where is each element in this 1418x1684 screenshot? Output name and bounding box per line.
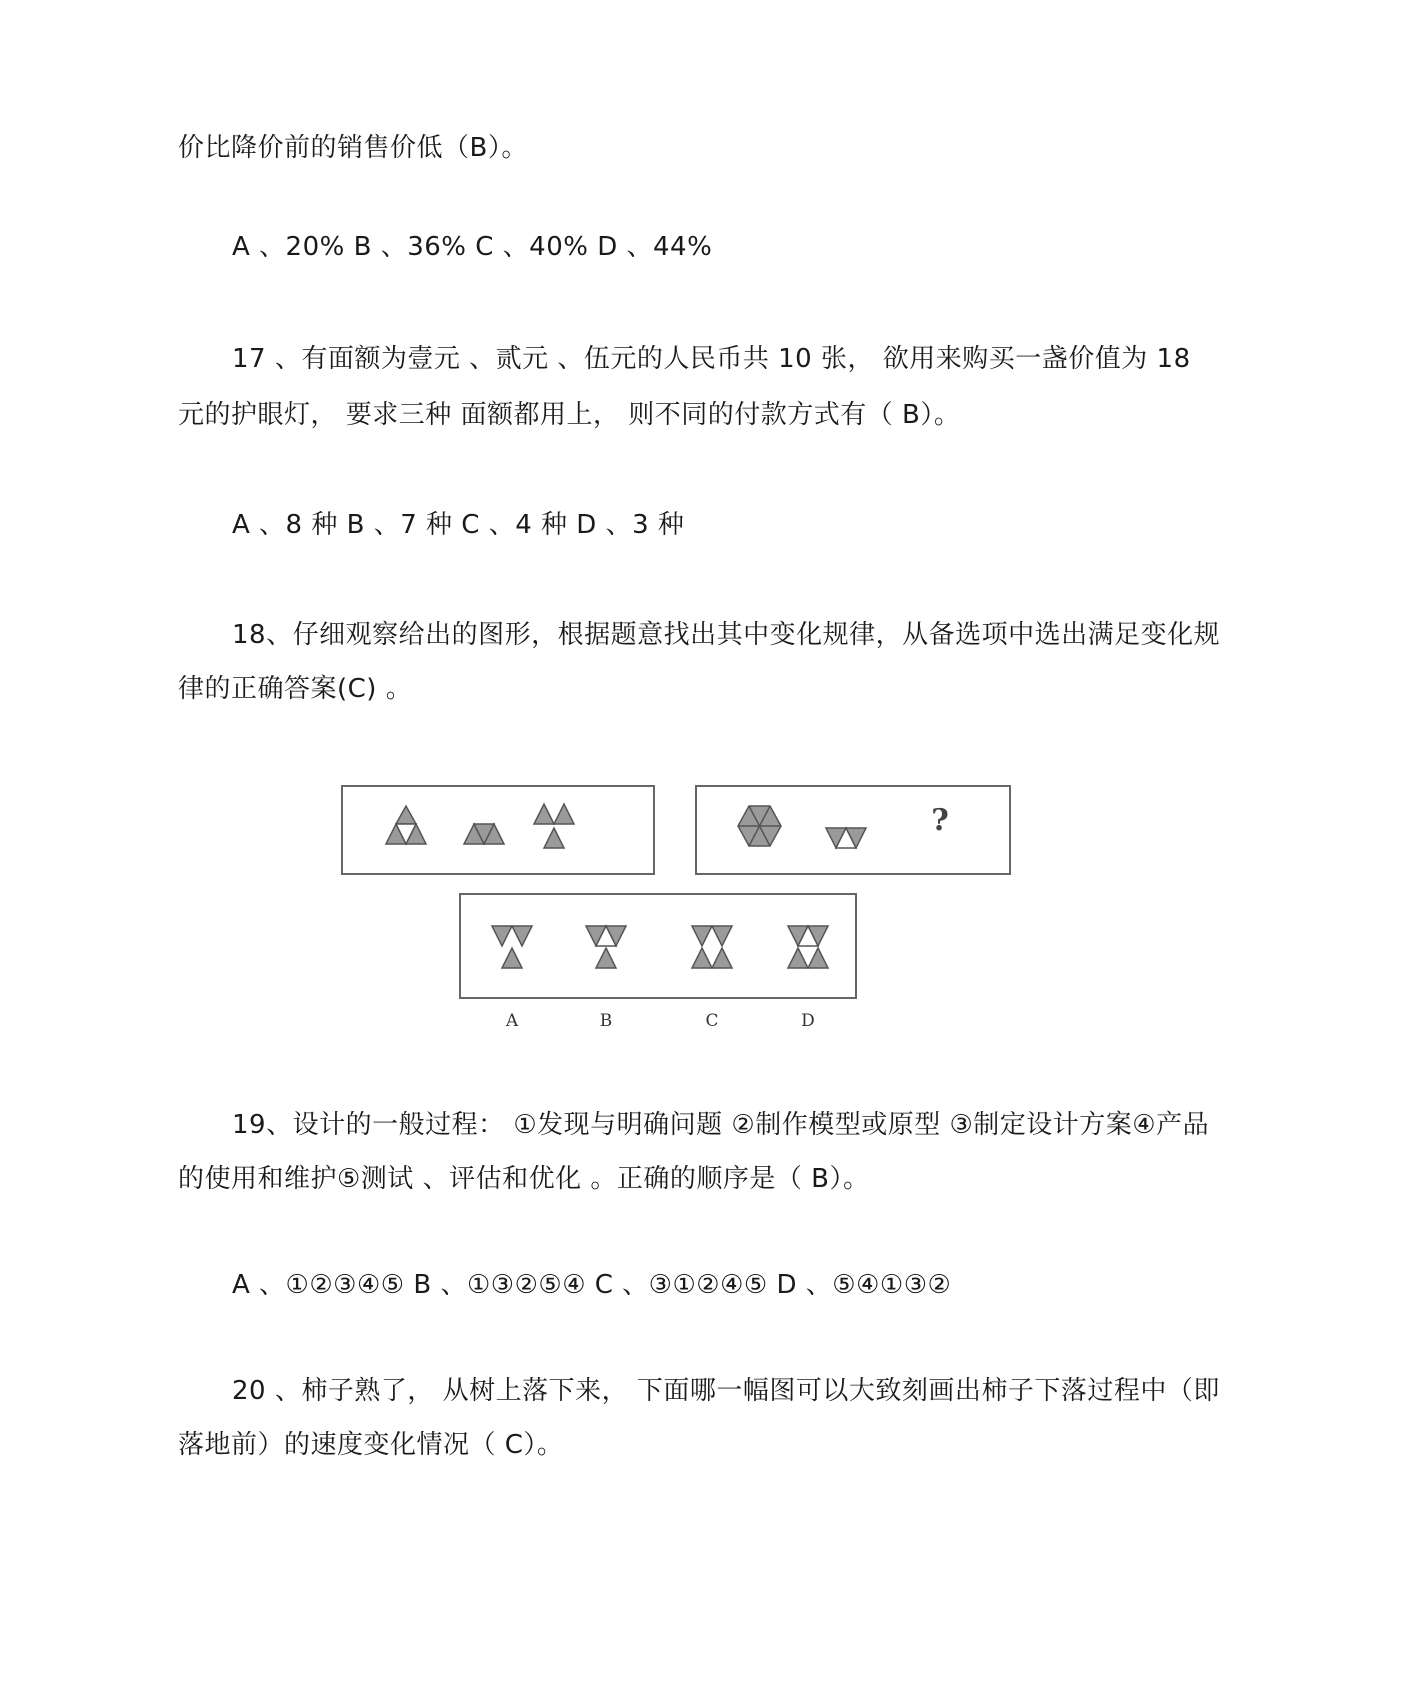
q17-options: A 、8 种 B 、7 种 C 、4 种 D 、3 种 bbox=[232, 510, 685, 540]
q18-stem-line2: 律的正确答案(C) 。 bbox=[178, 674, 413, 704]
hexagon-figure bbox=[738, 806, 781, 846]
q16-options: A 、20% B 、36% C 、40% D 、44% bbox=[232, 232, 713, 262]
option-c-figure bbox=[692, 926, 732, 968]
inverted-triangle-figure bbox=[826, 828, 866, 848]
option-label-a: A bbox=[505, 1011, 519, 1031]
q18-stem-line1: 18、仔细观察给出的图形，根据题意找出其中变化规律，从备选项中选出满足变化规 bbox=[232, 620, 1221, 650]
triangle-figure-3 bbox=[534, 804, 574, 848]
q16-stem-end: 价比降价前的销售价低（B）。 bbox=[178, 133, 528, 163]
triangle-figure-2 bbox=[464, 824, 504, 844]
q19-stem-line2: 的使用和维护⑤测试 、评估和优化 。正确的顺序是（ B）。 bbox=[178, 1164, 870, 1194]
q20-stem-line2: 落地前）的速度变化情况（ C）。 bbox=[178, 1430, 564, 1460]
q19-options: A 、①②③④⑤ B 、①③②⑤④ C 、③①②④⑤ D 、⑤④①③② bbox=[232, 1270, 952, 1300]
option-b-figure bbox=[586, 926, 626, 968]
given-sequence-box bbox=[342, 786, 654, 874]
question-mark: ? bbox=[931, 803, 949, 838]
q17-stem-line2: 元的护眼灯， 要求三种 面额都用上， 则不同的付款方式有（ B）。 bbox=[178, 400, 961, 430]
option-a-figure bbox=[492, 926, 532, 968]
q17-stem-line1: 17 、有面额为壹元 、贰元 、伍元的人民币共 10 张， 欲用来购买一盏价值为 18 bbox=[232, 344, 1191, 374]
q20-stem-line1: 20 、柿子熟了， 从树上落下来， 下面哪一幅图可以大致刻画出柿子下落过程中（即 bbox=[232, 1376, 1220, 1406]
q19-stem-line1: 19、设计的一般过程： ①发现与明确问题 ②制作模型或原型 ③制定设计方案④产品 bbox=[232, 1110, 1210, 1140]
triangle-figure-1 bbox=[386, 806, 426, 844]
q18-figure bbox=[340, 782, 1030, 1046]
option-label-b: B bbox=[599, 1011, 613, 1031]
option-d-figure bbox=[788, 926, 828, 968]
option-label-c: C bbox=[705, 1011, 719, 1031]
options-box bbox=[460, 894, 856, 998]
pattern-puzzle-graphic bbox=[340, 782, 1030, 1046]
option-label-d: D bbox=[801, 1011, 815, 1031]
